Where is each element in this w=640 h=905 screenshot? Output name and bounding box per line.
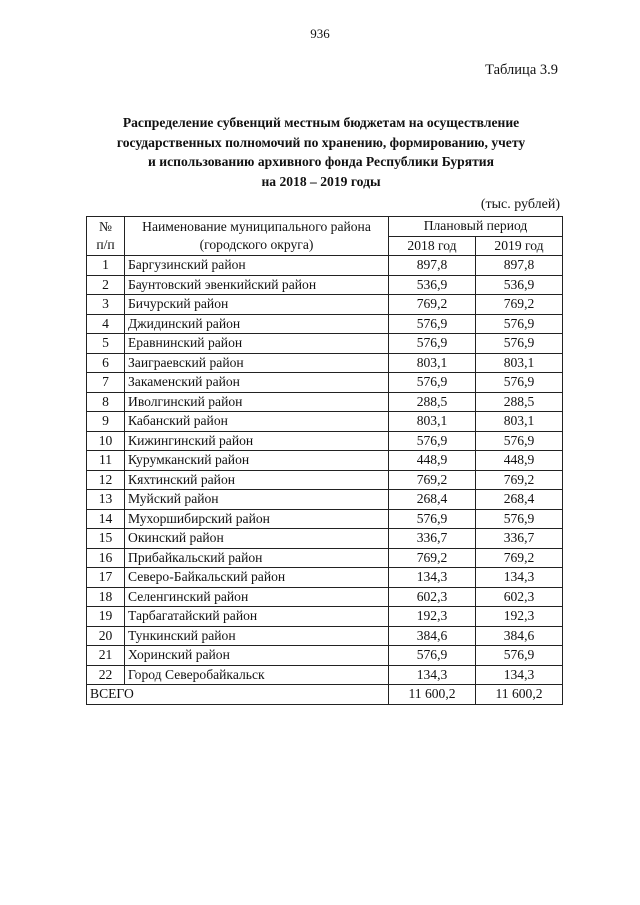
row-value-2019: 134,3: [476, 665, 563, 685]
total-label: ВСЕГО: [87, 685, 389, 705]
row-number: 4: [87, 314, 125, 334]
row-value-2018: 576,9: [389, 431, 476, 451]
title-line: Распределение субвенций местным бюджетам на осуществление: [122, 115, 520, 130]
row-district-name: Селенгинский район: [125, 587, 389, 607]
row-number: 13: [87, 490, 125, 510]
row-value-2019: 576,9: [476, 646, 563, 666]
header-year-2018: 2018 год: [389, 236, 476, 256]
table-row: [87, 509, 563, 529]
row-number: 9: [87, 412, 125, 432]
table-row: [87, 295, 563, 315]
table-row: [87, 587, 563, 607]
title-line: на 2018 – 2019 годы: [261, 173, 381, 189]
header-number: [87, 217, 125, 256]
row-value-2019: 576,9: [476, 334, 563, 354]
table-row: [87, 568, 563, 588]
row-value-2019: 602,3: [476, 587, 563, 607]
row-value-2019: 576,9: [476, 373, 563, 393]
row-number: 3: [87, 295, 125, 315]
row-value-2018: 576,9: [389, 509, 476, 529]
row-district-name: Баунтовский эвенкийский район: [125, 275, 389, 295]
row-number: 16: [87, 548, 125, 568]
table-row: [87, 607, 563, 627]
row-value-2019: 803,1: [476, 412, 563, 432]
row-district-name: Тункинский район: [125, 626, 389, 646]
row-value-2019: 576,9: [476, 431, 563, 451]
table-row: [87, 412, 563, 432]
row-district-name: Северо-Байкальский район: [125, 568, 389, 588]
table-row: [87, 275, 563, 295]
row-value-2019: 336,7: [476, 529, 563, 549]
header-number-line1: №: [99, 219, 112, 234]
row-value-2019: 576,9: [476, 314, 563, 334]
row-number: 19: [87, 607, 125, 627]
row-district-name: Бичурский район: [125, 295, 389, 315]
page-number: 936: [310, 26, 330, 41]
row-number: 1: [87, 256, 125, 276]
row-value-2019: 897,8: [476, 256, 563, 276]
row-district-name: Джидинский район: [125, 314, 389, 334]
row-number: 2: [87, 275, 125, 295]
row-value-2018: 288,5: [389, 392, 476, 412]
row-value-2019: 576,9: [476, 509, 563, 529]
row-district-name: Еравнинский район: [125, 334, 389, 354]
table-body: [87, 256, 563, 685]
row-value-2018: 192,3: [389, 607, 476, 627]
row-number: 22: [87, 665, 125, 685]
row-district-name: Окинский район: [125, 529, 389, 549]
row-value-2018: 576,9: [389, 373, 476, 393]
row-value-2018: 769,2: [389, 548, 476, 568]
row-value-2018: 448,9: [389, 451, 476, 471]
row-value-2018: 602,3: [389, 587, 476, 607]
row-value-2018: 897,8: [389, 256, 476, 276]
table-row: [87, 490, 563, 510]
row-number: 21: [87, 646, 125, 666]
row-number: 15: [87, 529, 125, 549]
table-row: [87, 431, 563, 451]
row-value-2018: 336,7: [389, 529, 476, 549]
header-row: [87, 217, 563, 237]
row-value-2018: 803,1: [389, 412, 476, 432]
row-value-2019: 536,9: [476, 275, 563, 295]
header-year-2019: 2019 год: [476, 236, 563, 256]
row-district-name: Закаменский район: [125, 373, 389, 393]
row-district-name: Кижингинский район: [125, 431, 389, 451]
table-row: [87, 334, 563, 354]
row-district-name: Курумканский район: [125, 451, 389, 471]
table-row: [87, 646, 563, 666]
row-value-2019: 268,4: [476, 490, 563, 510]
total-row: [87, 685, 563, 705]
row-value-2019: 384,6: [476, 626, 563, 646]
title-line: и использованию архивного фонда Республики Бурятия: [148, 154, 494, 169]
row-number: 10: [87, 431, 125, 451]
table-row: [87, 256, 563, 276]
row-value-2018: 576,9: [389, 646, 476, 666]
row-value-2019: 769,2: [476, 470, 563, 490]
row-value-2018: 769,2: [389, 295, 476, 315]
row-value-2018: 384,6: [389, 626, 476, 646]
row-value-2018: 576,9: [389, 314, 476, 334]
row-value-2019: 803,1: [476, 353, 563, 373]
row-value-2019: 134,3: [476, 568, 563, 588]
row-value-2018: 268,4: [389, 490, 476, 510]
header-name: [125, 217, 389, 256]
row-district-name: Мухоршибирский район: [125, 509, 389, 529]
row-district-name: Кабанский район: [125, 412, 389, 432]
row-number: 11: [87, 451, 125, 471]
row-value-2019: 192,3: [476, 607, 563, 627]
row-number: 17: [87, 568, 125, 588]
table-row: [87, 373, 563, 393]
row-district-name: Муйский район: [125, 490, 389, 510]
row-value-2019: 769,2: [476, 295, 563, 315]
row-number: 5: [87, 334, 125, 354]
row-number: 8: [87, 392, 125, 412]
row-number: 6: [87, 353, 125, 373]
table-row: [87, 626, 563, 646]
row-district-name: Баргузинский район: [125, 256, 389, 276]
table-row: [87, 548, 563, 568]
row-number: 7: [87, 373, 125, 393]
table-row: [87, 451, 563, 471]
header-number-line2: п/п: [96, 237, 115, 252]
total-2019: 11 600,2: [476, 685, 563, 705]
units-note: (тыс. рублей): [480, 197, 560, 212]
row-value-2018: 769,2: [389, 470, 476, 490]
row-number: 12: [87, 470, 125, 490]
document-title: [60, 113, 582, 191]
row-number: 20: [87, 626, 125, 646]
row-value-2018: 536,9: [389, 275, 476, 295]
subvention-table: [86, 216, 563, 705]
row-district-name: Иволгинский район: [125, 392, 389, 412]
row-value-2019: 448,9: [476, 451, 563, 471]
header-name-line1: Наименование муниципального района: [142, 219, 371, 234]
row-value-2019: 288,5: [476, 392, 563, 412]
row-district-name: Город Северобайкальск: [125, 665, 389, 685]
row-district-name: Заиграевский район: [125, 353, 389, 373]
row-value-2019: 769,2: [476, 548, 563, 568]
row-value-2018: 576,9: [389, 334, 476, 354]
row-district-name: Хоринский район: [125, 646, 389, 666]
row-district-name: Тарбагатайский район: [125, 607, 389, 627]
total-2018: 11 600,2: [389, 685, 476, 705]
header-name-line2: (городского округа): [199, 237, 314, 252]
table-row: [87, 392, 563, 412]
row-value-2018: 803,1: [389, 353, 476, 373]
row-value-2018: 134,3: [389, 568, 476, 588]
table-row: [87, 353, 563, 373]
title-line: государственных полномочий по хранению, формированию, учету: [116, 134, 526, 150]
table-row: [87, 665, 563, 685]
table-label: Таблица 3.9: [485, 62, 558, 78]
header-period: Плановый период: [389, 217, 563, 237]
table-row: [87, 529, 563, 549]
table-row: [87, 470, 563, 490]
row-number: 18: [87, 587, 125, 607]
row-number: 14: [87, 509, 125, 529]
row-district-name: Кяхтинский район: [125, 470, 389, 490]
row-value-2018: 134,3: [389, 665, 476, 685]
table-row: [87, 314, 563, 334]
row-district-name: Прибайкальский район: [125, 548, 389, 568]
